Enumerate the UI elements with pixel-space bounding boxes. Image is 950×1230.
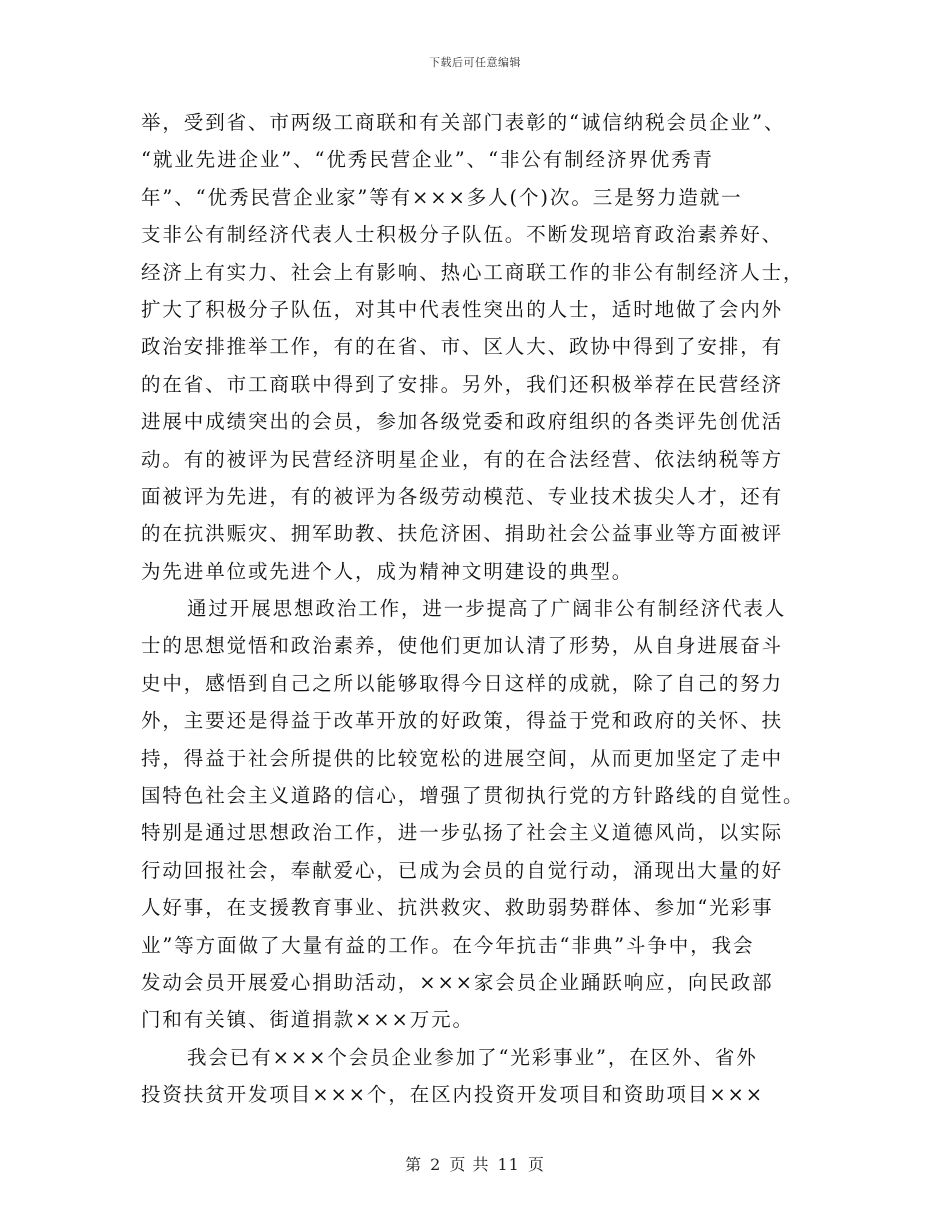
text-line: 的在抗洪赈灾、拥军助教、扶危济困、捐助社会公益事业等方面被评 xyxy=(141,522,784,546)
text-line: 政治安排推举工作，有的在省、市、区人大、政协中得到了安排，有 xyxy=(141,335,784,359)
page-number: 2 xyxy=(430,1155,442,1174)
text-line: 外，主要还是得益于改革开放的好政策，得益于党和政府的关怀、扶 xyxy=(141,709,784,733)
text-line: 进展中成绩突出的会员，参加各级党委和政府组织的各类评先创优活 xyxy=(141,410,784,434)
text-line: 士的思想觉悟和政治素养，使他们更加认清了形势，从自身进展奋斗 xyxy=(141,634,784,658)
page-header: 下载后可任意编辑 xyxy=(429,56,521,69)
total-pages: 11 xyxy=(497,1155,520,1174)
footer-suffix: 页 xyxy=(527,1155,545,1174)
text-line: 持，得益于社会所提供的比较宽松的进展空间，从而更加坚定了走中 xyxy=(141,746,784,770)
paragraph-start-line: 通过开展思想政治工作，进一步提高了广阔非公有制经济代表人 xyxy=(187,597,787,621)
paragraph-start-line: 我会已有×××个会员企业参加了“光彩事业”，在区外、省外 xyxy=(187,1045,758,1069)
text-line: 投资扶贫开发项目×××个，在区内投资开发项目和资助项目××× xyxy=(141,1083,765,1107)
footer-prefix: 第 xyxy=(405,1155,423,1174)
text-line: 国特色社会主义道路的信心，增强了贯彻执行党的方针路线的自觉性。 xyxy=(141,784,805,808)
text-line: 史中，感悟到自己之所以能够取得今日这样的成就，除了自己的努力 xyxy=(141,671,784,695)
document-body xyxy=(141,104,810,1114)
text-line: 门和有关镇、街道捐款×××万元。 xyxy=(141,1008,474,1032)
text-line: 人好事，在支援教育事业、抗洪救灾、救助弱势群体、参加“光彩事 xyxy=(141,896,774,920)
text-line: 扩大了积极分子队伍，对其中代表性突出的人士，适时地做了会内外 xyxy=(141,297,784,321)
text-line: 发动会员开展爱心捐助活动，×××家会员企业踊跃响应，向民政部 xyxy=(141,970,774,994)
text-line: 经济上有实力、社会上有影响、热心工商联工作的非公有制经济人士， xyxy=(141,260,805,284)
page-footer xyxy=(0,1152,950,1175)
text-line: 年”、“优秀民营企业家”等有×××多人(个)次。三是努力造就一 xyxy=(141,185,743,209)
text-line: 面被评为先进，有的被评为各级劳动模范、专业技术拔尖人才，还有 xyxy=(141,484,784,508)
text-line: 的在省、市工商联中得到了安排。另外，我们还积极举荐在民营经济 xyxy=(141,372,784,396)
text-line: 支非公有制经济代表人士积极分子队伍。不断发现培育政治素养好、 xyxy=(141,223,784,247)
text-line: “就业先进企业”、“优秀民营企业”、“非公有制经济界优秀青 xyxy=(141,148,714,172)
text-line: 特别是通过思想政治工作，进一步弘扬了社会主义道德风尚，以实际 xyxy=(141,821,784,845)
footer-middle: 页 共 xyxy=(449,1155,490,1174)
text-line: 动。有的被评为民营经济明星企业，有的在合法经营、依法纳税等方 xyxy=(141,447,784,471)
text-line: 业”等方面做了大量有益的工作。在今年抗击“非典”斗争中，我会 xyxy=(141,933,755,957)
text-line: 行动回报社会，奉献爱心，已成为会员的自觉行动，涌现出大量的好 xyxy=(141,858,784,882)
text-line: 举，受到省、市两级工商联和有关部门表彰的“诚信纳税会员企业”、 xyxy=(141,111,786,134)
text-line: 为先进单位或先进个人，成为精神文明建设的典型。 xyxy=(141,559,634,583)
